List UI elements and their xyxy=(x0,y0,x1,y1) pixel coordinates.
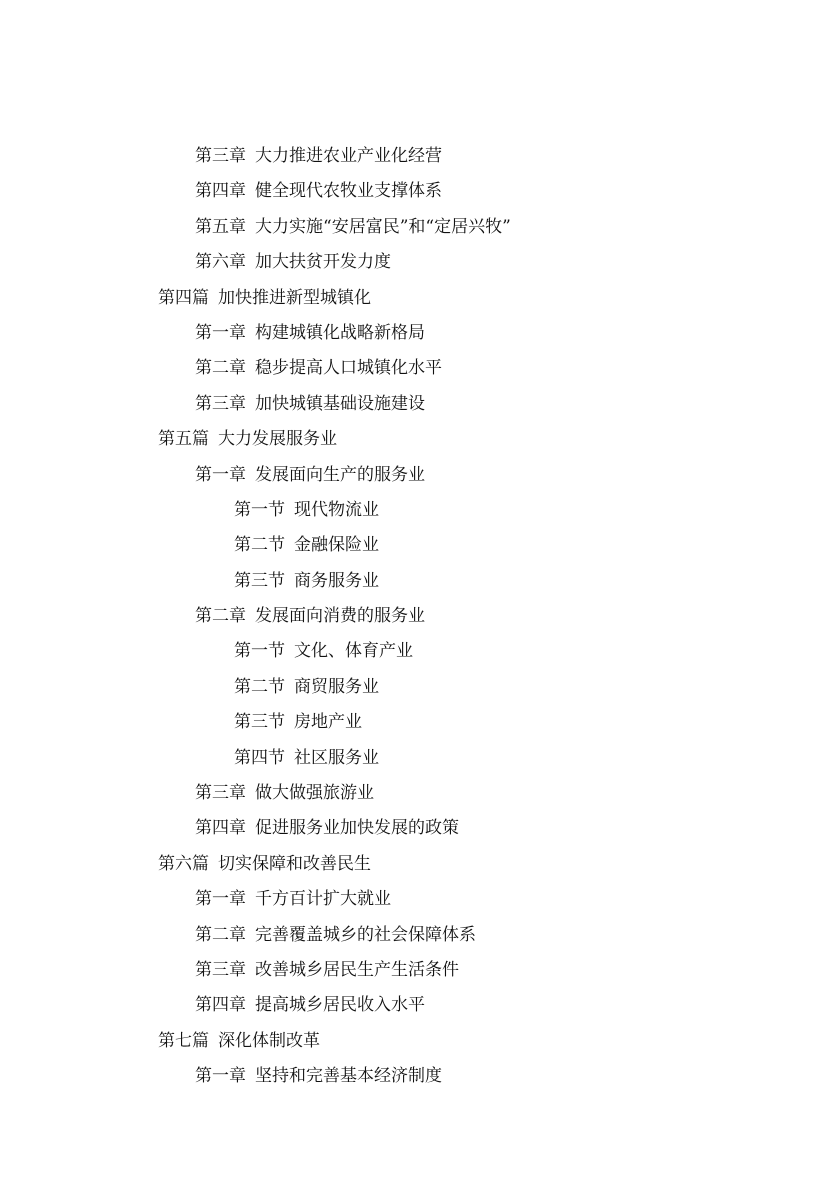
toc-chapter xyxy=(0,953,835,988)
toc-number: 第三节 xyxy=(234,570,285,591)
toc-section xyxy=(0,528,835,563)
toc-number: 第二章 xyxy=(195,606,246,627)
toc-part xyxy=(0,281,835,316)
toc-title: 完善覆盖城乡的社会保障体系 xyxy=(255,924,476,945)
toc-number: 第四章 xyxy=(195,995,246,1016)
toc-chapter xyxy=(0,882,835,917)
toc-number: 第一章 xyxy=(195,1066,246,1087)
table-of-contents xyxy=(0,139,835,1095)
toc-chapter xyxy=(0,776,835,811)
toc-number: 第三章 xyxy=(195,393,246,414)
toc-title: 社区服务业 xyxy=(294,747,379,768)
toc-title: 促进服务业加快发展的政策 xyxy=(255,818,459,839)
toc-title: 大力推进农业产业化经营 xyxy=(255,146,442,166)
toc-chapter xyxy=(0,811,835,846)
toc-chapter xyxy=(0,174,835,209)
toc-chapter xyxy=(0,210,835,245)
toc-chapter xyxy=(0,316,835,351)
toc-section xyxy=(0,493,835,528)
toc-number: 第七篇 xyxy=(158,1030,209,1051)
toc-number: 第三章 xyxy=(195,959,246,980)
toc-number: 第四章 xyxy=(195,818,246,839)
toc-number: 第三章 xyxy=(195,783,246,804)
toc-number: 第二节 xyxy=(234,676,285,697)
toc-title: 坚持和完善基本经济制度 xyxy=(255,1066,442,1087)
toc-title: 深化体制改革 xyxy=(218,1030,320,1051)
toc-part xyxy=(0,847,835,882)
toc-chapter xyxy=(0,988,835,1023)
toc-title: 金融保险业 xyxy=(294,535,379,556)
toc-number: 第二节 xyxy=(234,535,285,556)
toc-title: 千方百计扩大就业 xyxy=(255,889,391,910)
toc-section xyxy=(0,741,835,776)
toc-number: 第二章 xyxy=(195,924,246,945)
toc-title: 现代物流业 xyxy=(294,499,379,520)
toc-chapter xyxy=(0,1059,835,1094)
toc-number: 第六篇 xyxy=(158,853,209,874)
toc-number: 第一节 xyxy=(234,499,285,520)
toc-number: 第六章 xyxy=(195,252,246,273)
toc-title: 做大做强旅游业 xyxy=(255,783,374,804)
toc-part xyxy=(0,422,835,457)
toc-title: 商务服务业 xyxy=(294,570,379,591)
toc-title: 发展面向消费的服务业 xyxy=(255,606,425,627)
toc-number: 第一节 xyxy=(234,641,285,662)
toc-chapter xyxy=(0,458,835,493)
toc-title: 商贸服务业 xyxy=(294,676,379,697)
toc-chapter xyxy=(0,245,835,280)
toc-title: 大力实施“安居富民”和“定居兴牧” xyxy=(255,216,511,237)
toc-title: 切实保障和改善民生 xyxy=(218,853,371,874)
toc-title: 健全现代农牧业支撑体系 xyxy=(255,181,442,202)
toc-number: 第一章 xyxy=(195,322,246,343)
toc-chapter xyxy=(0,139,835,174)
toc-title: 提高城乡居民收入水平 xyxy=(255,995,425,1016)
toc-title: 房地产业 xyxy=(294,712,362,733)
toc-title: 改善城乡居民生产生活条件 xyxy=(255,959,459,980)
toc-number: 第五章 xyxy=(195,216,246,237)
toc-title: 加大扶贫开发力度 xyxy=(255,252,391,273)
toc-section xyxy=(0,634,835,669)
toc-title: 加快推进新型城镇化 xyxy=(218,287,371,308)
toc-chapter xyxy=(0,351,835,386)
toc-number: 第四节 xyxy=(234,747,285,768)
toc-number: 第一章 xyxy=(195,464,246,485)
toc-number: 第二章 xyxy=(195,358,246,379)
toc-title: 构建城镇化战略新格局 xyxy=(255,322,425,343)
toc-number: 第四篇 xyxy=(158,287,209,308)
toc-chapter xyxy=(0,918,835,953)
toc-title: 稳步提高人口城镇化水平 xyxy=(255,358,442,379)
toc-section xyxy=(0,564,835,599)
toc-number: 第四章 xyxy=(195,181,246,202)
toc-title: 发展面向生产的服务业 xyxy=(255,464,425,485)
toc-number: 第五篇 xyxy=(158,429,209,450)
toc-number: 第三节 xyxy=(234,712,285,733)
toc-number: 第一章 xyxy=(195,889,246,910)
toc-chapter xyxy=(0,387,835,422)
toc-part xyxy=(0,1024,835,1059)
toc-section xyxy=(0,705,835,740)
toc-chapter xyxy=(0,599,835,634)
toc-number: 第三章 xyxy=(195,146,246,166)
toc-title: 文化、体育产业 xyxy=(294,641,413,662)
toc-title: 大力发展服务业 xyxy=(218,429,337,450)
toc-title: 加快城镇基础设施建设 xyxy=(255,393,425,414)
toc-section xyxy=(0,670,835,705)
